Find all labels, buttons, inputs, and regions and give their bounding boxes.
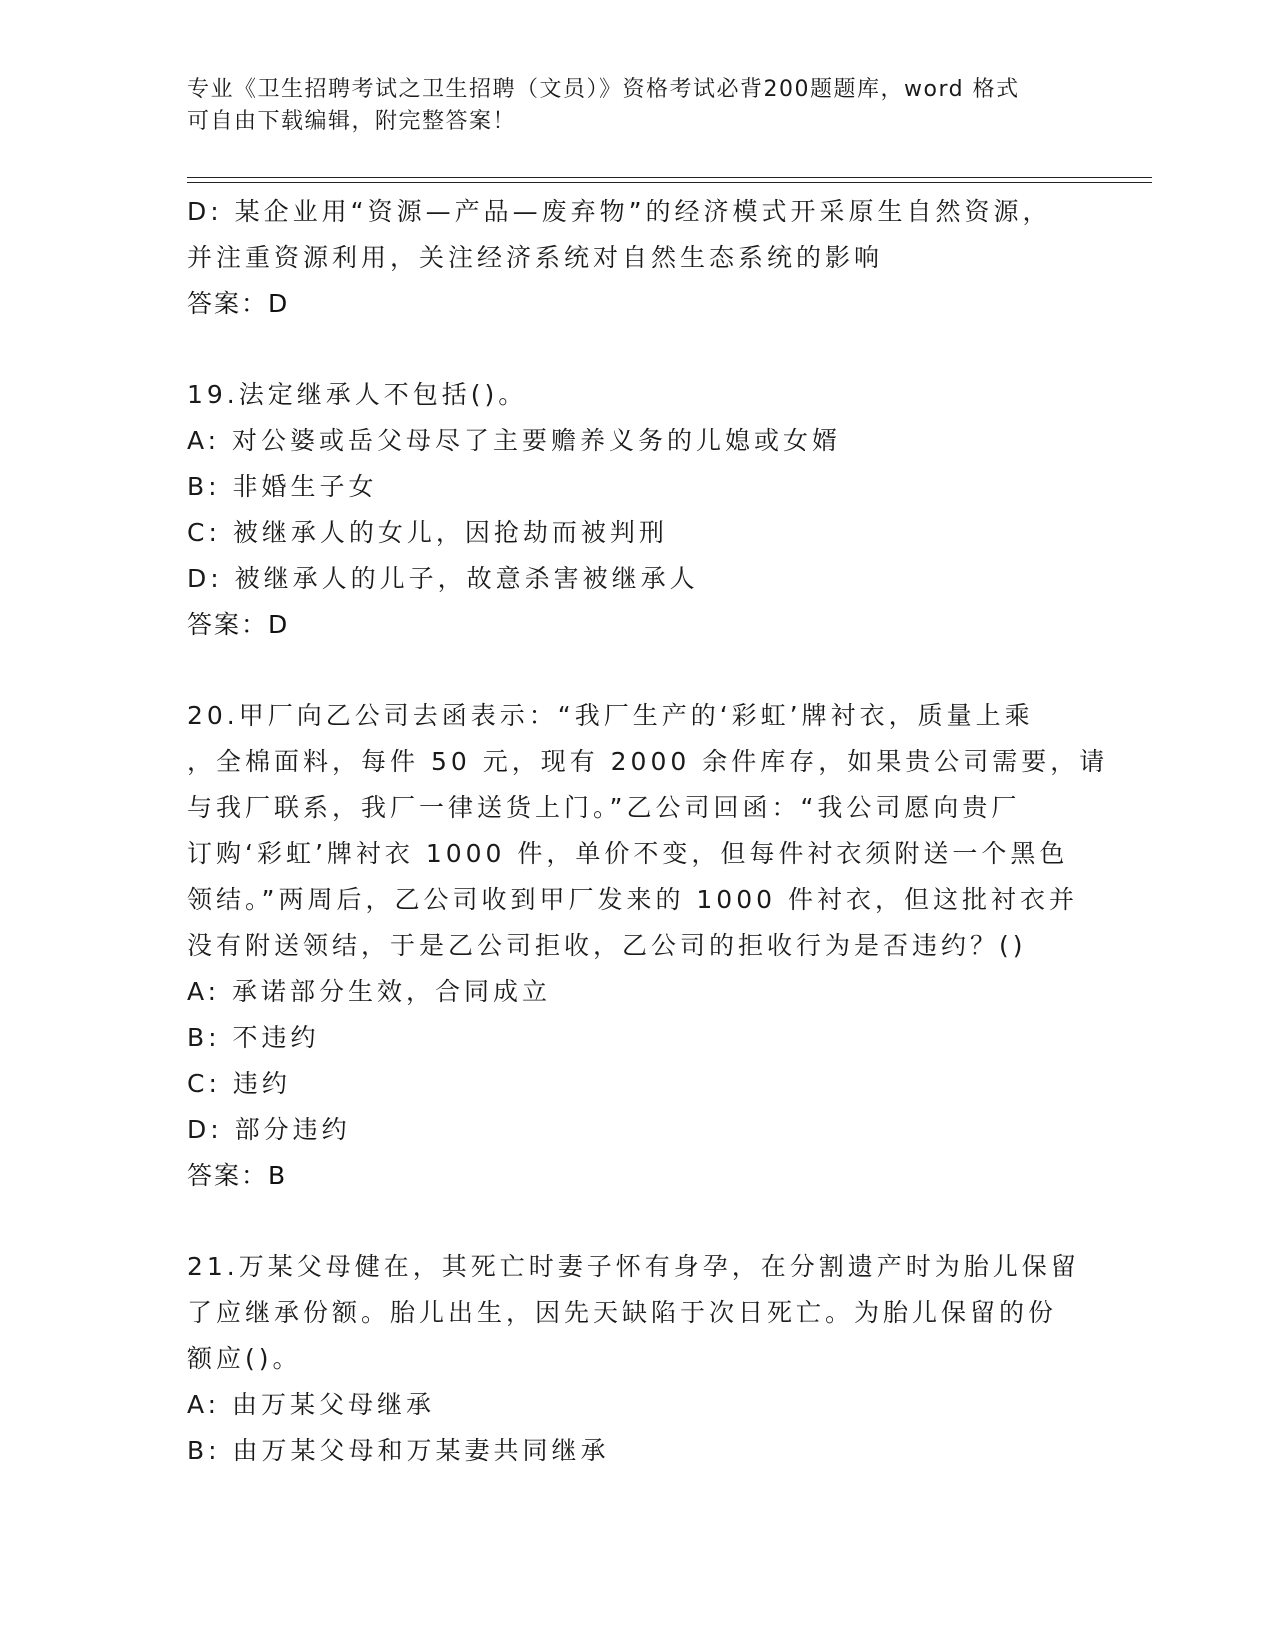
spacer	[187, 648, 1087, 693]
header-line-1: 专业《卫生招聘考试之卫生招聘（文员）》资格考试必背200题题库，word 格式	[187, 77, 1020, 102]
option-b: B: 由万某父母和万某妻共同继承	[187, 1436, 610, 1465]
question-20	[187, 693, 1109, 1199]
option-b: B: 非婚生子女	[187, 472, 378, 501]
option-d-line-2: 并注重资源利用，关注经济系统对自然生态系统的影响	[187, 243, 884, 272]
answer-line: 答案：D	[187, 610, 290, 639]
header-rule-top	[187, 177, 1152, 178]
option-d: D: 被继承人的儿子，故意杀害被继承人	[187, 564, 699, 593]
previous-question-tail	[187, 189, 1087, 327]
question-stem-line: 领结。”两周后，乙公司收到甲厂发来的 1000 件衬衣，但这批衬衣并	[187, 885, 1078, 914]
option-b: B: 不违约	[187, 1023, 320, 1052]
question-stem-line: 订购‘彩虹’牌衬衣 1000 件，单价不变，但每件衬衣须附送一个黑色	[187, 839, 1069, 868]
question-stem-line: 了应继承份额。胎儿出生，因先天缺陷于次日死亡。为胎儿保留的份	[187, 1298, 1058, 1327]
option-c: C: 被继承人的女儿，因抢劫而被判刑	[187, 518, 668, 547]
option-a: A: 由万某父母继承	[187, 1390, 436, 1419]
question-21	[187, 1244, 1087, 1474]
question-stem-line: 21.万某父母健在，其死亡时妻子怀有身孕，在分割遗产时为胎儿保留	[187, 1252, 1080, 1281]
option-a: A: 对公婆或岳父母尽了主要赡养义务的儿媳或女婿	[187, 426, 842, 455]
question-stem-line: 没有附送领结，于是乙公司拒收，乙公司的拒收行为是否违约？()	[187, 931, 1027, 960]
spacer	[187, 327, 1087, 372]
question-stem-line: 与我厂联系，我厂一律送货上门。”乙公司回函：“我公司愿向贵厂	[187, 793, 1021, 822]
question-stem-line: 19.法定继承人不包括()。	[187, 380, 528, 409]
question-content	[187, 189, 1109, 1474]
question-stem-line: ，全棉面料，每件 50 元，现有 2000 余件库存，如果贵公司需要，请	[187, 747, 1109, 776]
option-d-line-1: D: 某企业用“资源—产品—废弃物”的经济模式开采原生自然资源，	[187, 197, 1052, 226]
header-rule-bottom	[187, 182, 1152, 183]
question-stem-line: 额应()。	[187, 1344, 302, 1373]
option-c: C: 违约	[187, 1069, 291, 1098]
option-d: D: 部分违约	[187, 1115, 351, 1144]
option-a: A: 承诺部分生效，合同成立	[187, 977, 552, 1006]
answer-line: 答案：B	[187, 1161, 288, 1190]
answer-line: 答案：D	[187, 289, 290, 318]
question-stem-line: 20.甲厂向乙公司去函表示：“我厂生产的‘彩虹’牌衬衣，质量上乘	[187, 701, 1034, 730]
question-19	[187, 372, 1087, 648]
document-header	[187, 74, 1087, 138]
header-line-2: 可自由下载编辑，附完整答案！	[187, 109, 517, 134]
spacer	[187, 1199, 1087, 1244]
